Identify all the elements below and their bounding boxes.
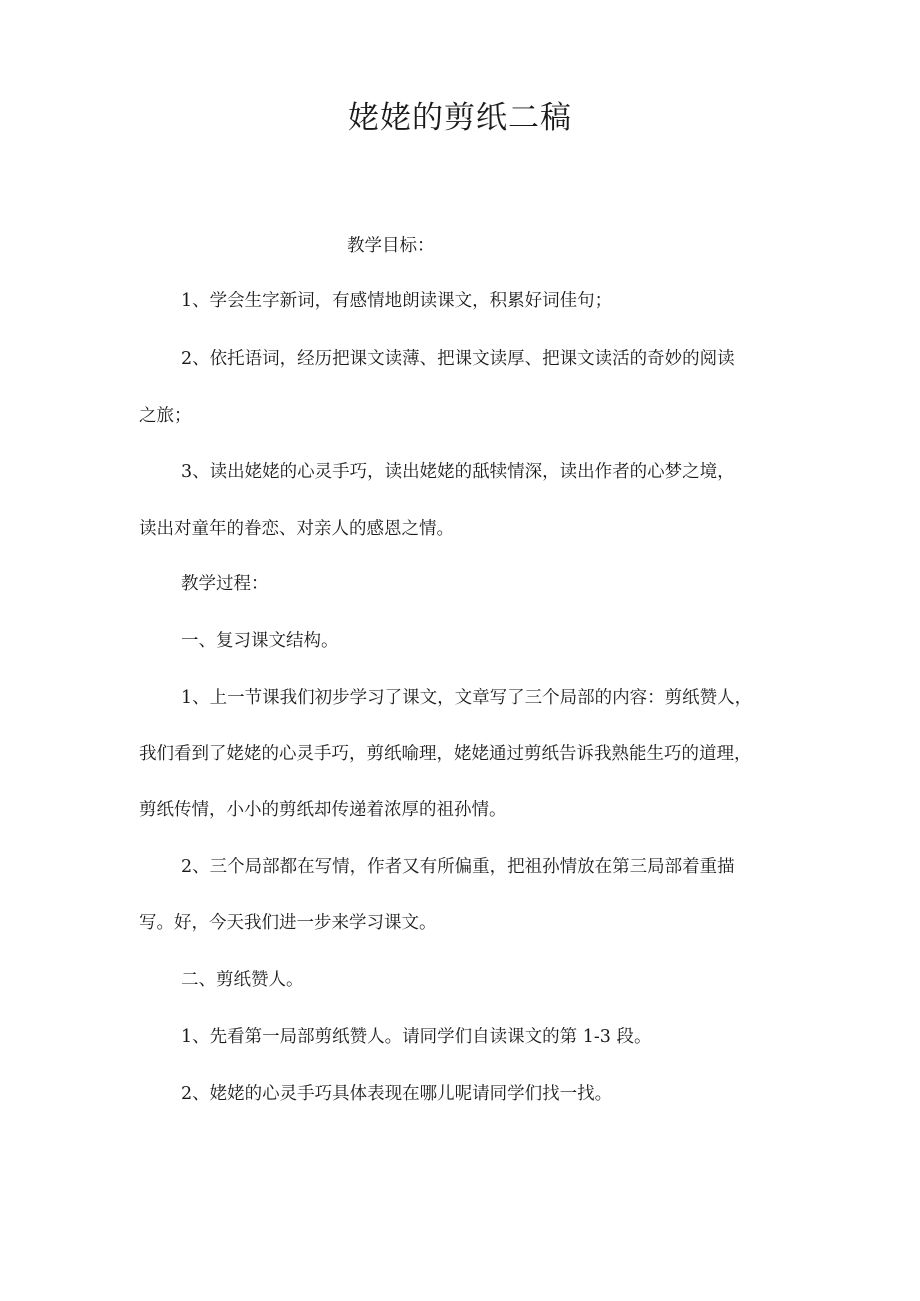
section-1-item-2-line-2: 写。好，今天我们进一步来学习课文。 [139, 913, 437, 933]
process-heading: 教学过程： [181, 574, 269, 594]
section-2-heading: 二、剪纸赞人。 [181, 970, 304, 990]
section-2-item-1-line-1: 1、先看第一局部剪纸赞人。请同学们自读课文的第 1-3 段。 [181, 1027, 652, 1047]
section-1-heading: 一、复习课文结构。 [181, 631, 339, 651]
objective-2-line-2: 之旅； [139, 406, 192, 426]
objective-3-line-1: 3、读出姥姥的心灵手巧，读出姥姥的舐犊情深，读出作者的心梦之境， [181, 462, 735, 482]
objectives-heading: 教学目标： [347, 236, 435, 256]
section-1-item-1-line-3: 剪纸传情，小小的剪纸却传递着浓厚的祖孙情。 [139, 800, 507, 820]
section-1-item-1-line-2: 我们看到了姥姥的心灵手巧，剪纸喻理，姥姥通过剪纸告诉我熟能生巧的道理， [139, 744, 752, 764]
objective-3-line-2: 读出对童年的眷恋、对亲人的感恩之情。 [139, 519, 454, 539]
objective-2-line-1: 2、依托语词，经历把课文读薄、把课文读厚、把课文读活的奇妙的阅读 [181, 349, 735, 369]
section-1-item-2-line-1: 2、三个局部都在写情，作者又有所偏重，把祖孙情放在第三局部着重描 [181, 857, 735, 877]
section-2-item-2-line-1: 2、姥姥的心灵手巧具体表现在哪儿呢请同学们找一找。 [181, 1084, 613, 1104]
section-1-item-1-line-1: 1、上一节课我们初步学习了课文，文章写了三个局部的内容：剪纸赞人， [181, 688, 753, 708]
objective-1-line-1: 1、学会生字新词，有感情地朗读课文，积累好词佳句； [181, 291, 613, 311]
document-title: 姥姥的剪纸二稿 [348, 100, 572, 136]
